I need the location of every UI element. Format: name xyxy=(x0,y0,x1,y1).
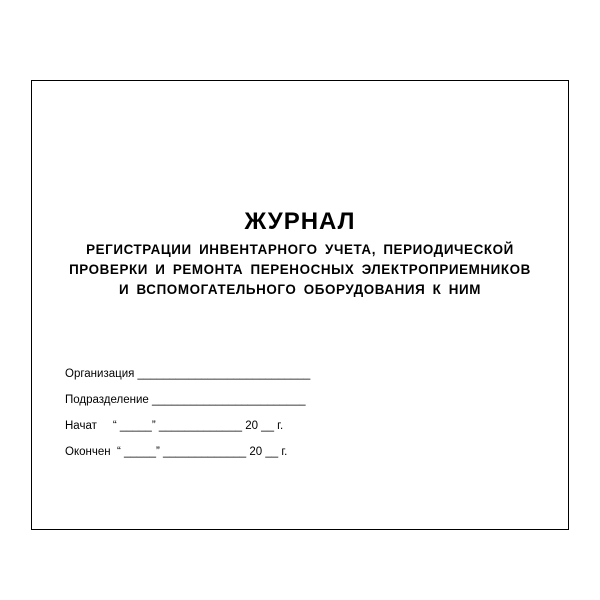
journal-subtitle xyxy=(0,240,600,300)
department-field: Подразделение ________________________ xyxy=(65,394,306,406)
subtitle-line-2: ПРОВЕРКИ И РЕМОНТА ПЕРЕНОСНЫХ ЭЛЕКТРОПРИЕМНИКОВ xyxy=(69,262,531,277)
journal-title: ЖУРНАЛ xyxy=(244,208,356,235)
finished-date-field: Окончен “ _____” _____________ 20 __ г. xyxy=(65,446,288,458)
journal-fields xyxy=(65,367,310,471)
started-date-field: Начат “ _____” _____________ 20 __ г. xyxy=(65,420,284,432)
organization-field: Организация ___________________________ xyxy=(65,368,311,380)
subtitle-line-3: И ВСПОМОГАТЕЛЬНОГО ОБОРУДОВАНИЯ К НИМ xyxy=(119,282,481,297)
subtitle-line-1: РЕГИСТРАЦИИ ИНВЕНТАРНОГО УЧЕТА, ПЕРИОДИЧЕСКОЙ xyxy=(86,242,514,257)
